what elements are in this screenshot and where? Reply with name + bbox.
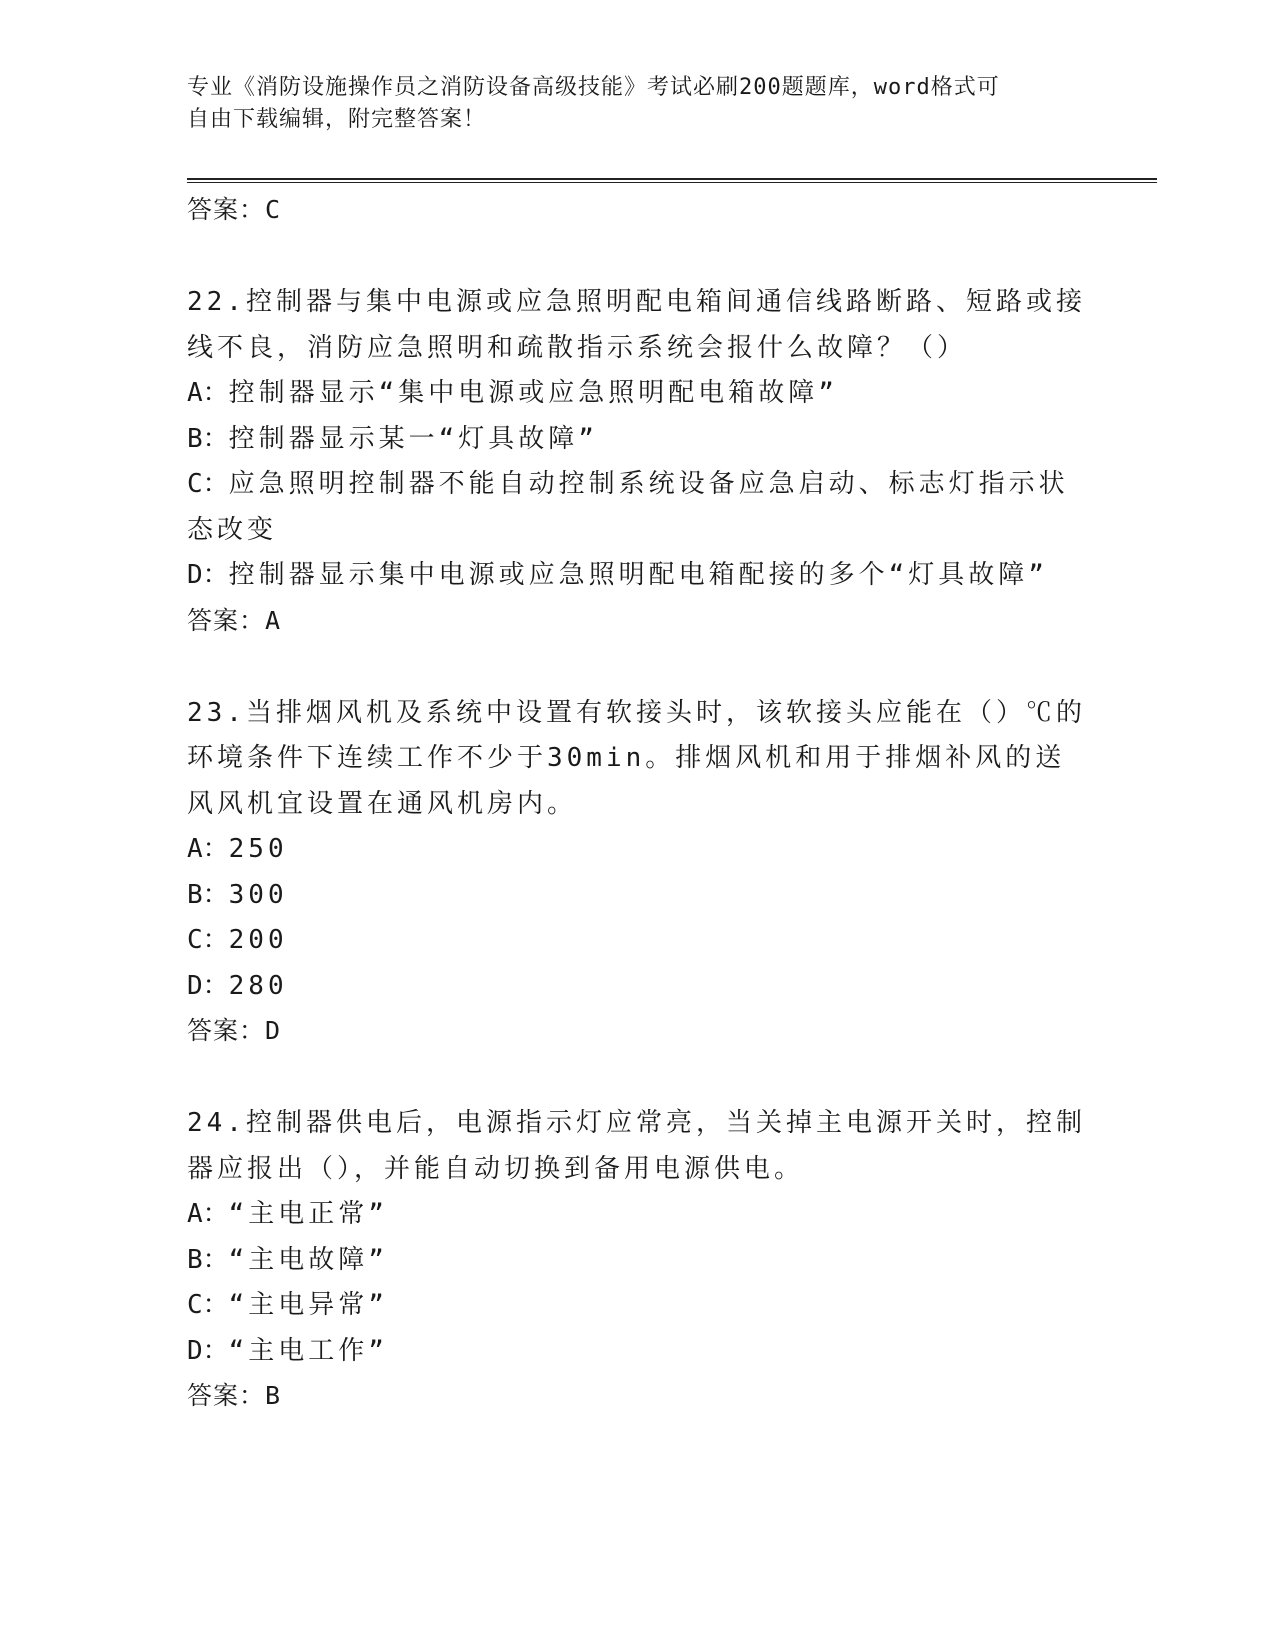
option-text: 250: [228, 834, 288, 864]
option-label: D：: [187, 1335, 229, 1366]
option-label: B：: [187, 879, 229, 910]
option-text: 控制器显示某一“灯具故障”: [228, 423, 598, 454]
option-text: “主电工作”: [228, 1335, 388, 1366]
header-line-1: 专业《消防设施操作员之消防设备高级技能》考试必刷200题题库，word格式可: [187, 75, 1000, 100]
option-a: [187, 371, 1087, 417]
option-text: “主电正常”: [228, 1199, 388, 1229]
answer-line: 答案：C: [187, 195, 282, 224]
option-label: D：: [187, 970, 229, 1001]
answer-line: 答案：A: [187, 605, 282, 635]
option-label: D：: [187, 560, 229, 590]
option-label: B：: [187, 1244, 229, 1275]
option-label: A：: [187, 834, 229, 864]
option-label: C：: [187, 469, 229, 499]
question-stem: 24.控制器供电后，电源指示灯应常亮，当关掉主电源开关时，控制器应报出（），并能自动切换到备用电源供电。: [187, 1108, 1086, 1184]
question-24: [187, 1101, 1087, 1418]
option-c: [187, 1283, 1087, 1329]
option-text: “主电故障”: [228, 1244, 388, 1275]
answer-line: 答案：B: [187, 1381, 282, 1410]
question-stem: 22.控制器与集中电源或应急照明配电箱间通信线路断路、短路或接线不良，消防应急照明和疏散指示系统会报什么故障？（）: [187, 287, 1086, 363]
option-text: 控制器显示“集中电源或应急照明配电箱故障”: [228, 378, 838, 408]
header-divider: [187, 178, 1157, 183]
option-label: A：: [187, 378, 229, 408]
option-label: A：: [187, 1199, 229, 1229]
option-d: [187, 964, 1087, 1010]
document-header: [187, 72, 1087, 136]
option-a: [187, 827, 1087, 873]
option-b: [187, 417, 1087, 463]
option-label: C：: [187, 925, 229, 955]
option-label: C：: [187, 1290, 229, 1320]
option-a: [187, 1192, 1087, 1238]
question-list: [187, 188, 1087, 1418]
option-d: [187, 1329, 1087, 1375]
option-d: [187, 553, 1087, 599]
option-b: [187, 1238, 1087, 1284]
option-text: 280: [228, 970, 288, 1001]
option-text: “主电异常”: [228, 1290, 388, 1320]
question-22: [187, 280, 1087, 643]
option-text: 200: [228, 925, 288, 955]
option-text: 应急照明控制器不能自动控制系统设备应急启动、标志灯指示状态改变: [187, 469, 1069, 545]
answer-line: 答案：D: [187, 1016, 282, 1045]
question-23: [187, 691, 1087, 1054]
option-text: 控制器显示集中电源或应急照明配电箱配接的多个“灯具故障”: [228, 560, 1048, 590]
option-b: [187, 873, 1087, 919]
header-line-2: 自由下载编辑，附完整答案！: [187, 107, 487, 132]
option-c: [187, 918, 1087, 964]
option-label: B：: [187, 423, 229, 454]
option-text: 300: [228, 879, 288, 910]
option-c: [187, 462, 1087, 553]
question-stem: 23.当排烟风机及系统中设置有软接头时，该软接头应能在（）℃的环境条件下连续工作不少于30min。排烟风机和用于排烟补风的送风风机宜设置在通风机房内。: [187, 697, 1086, 819]
